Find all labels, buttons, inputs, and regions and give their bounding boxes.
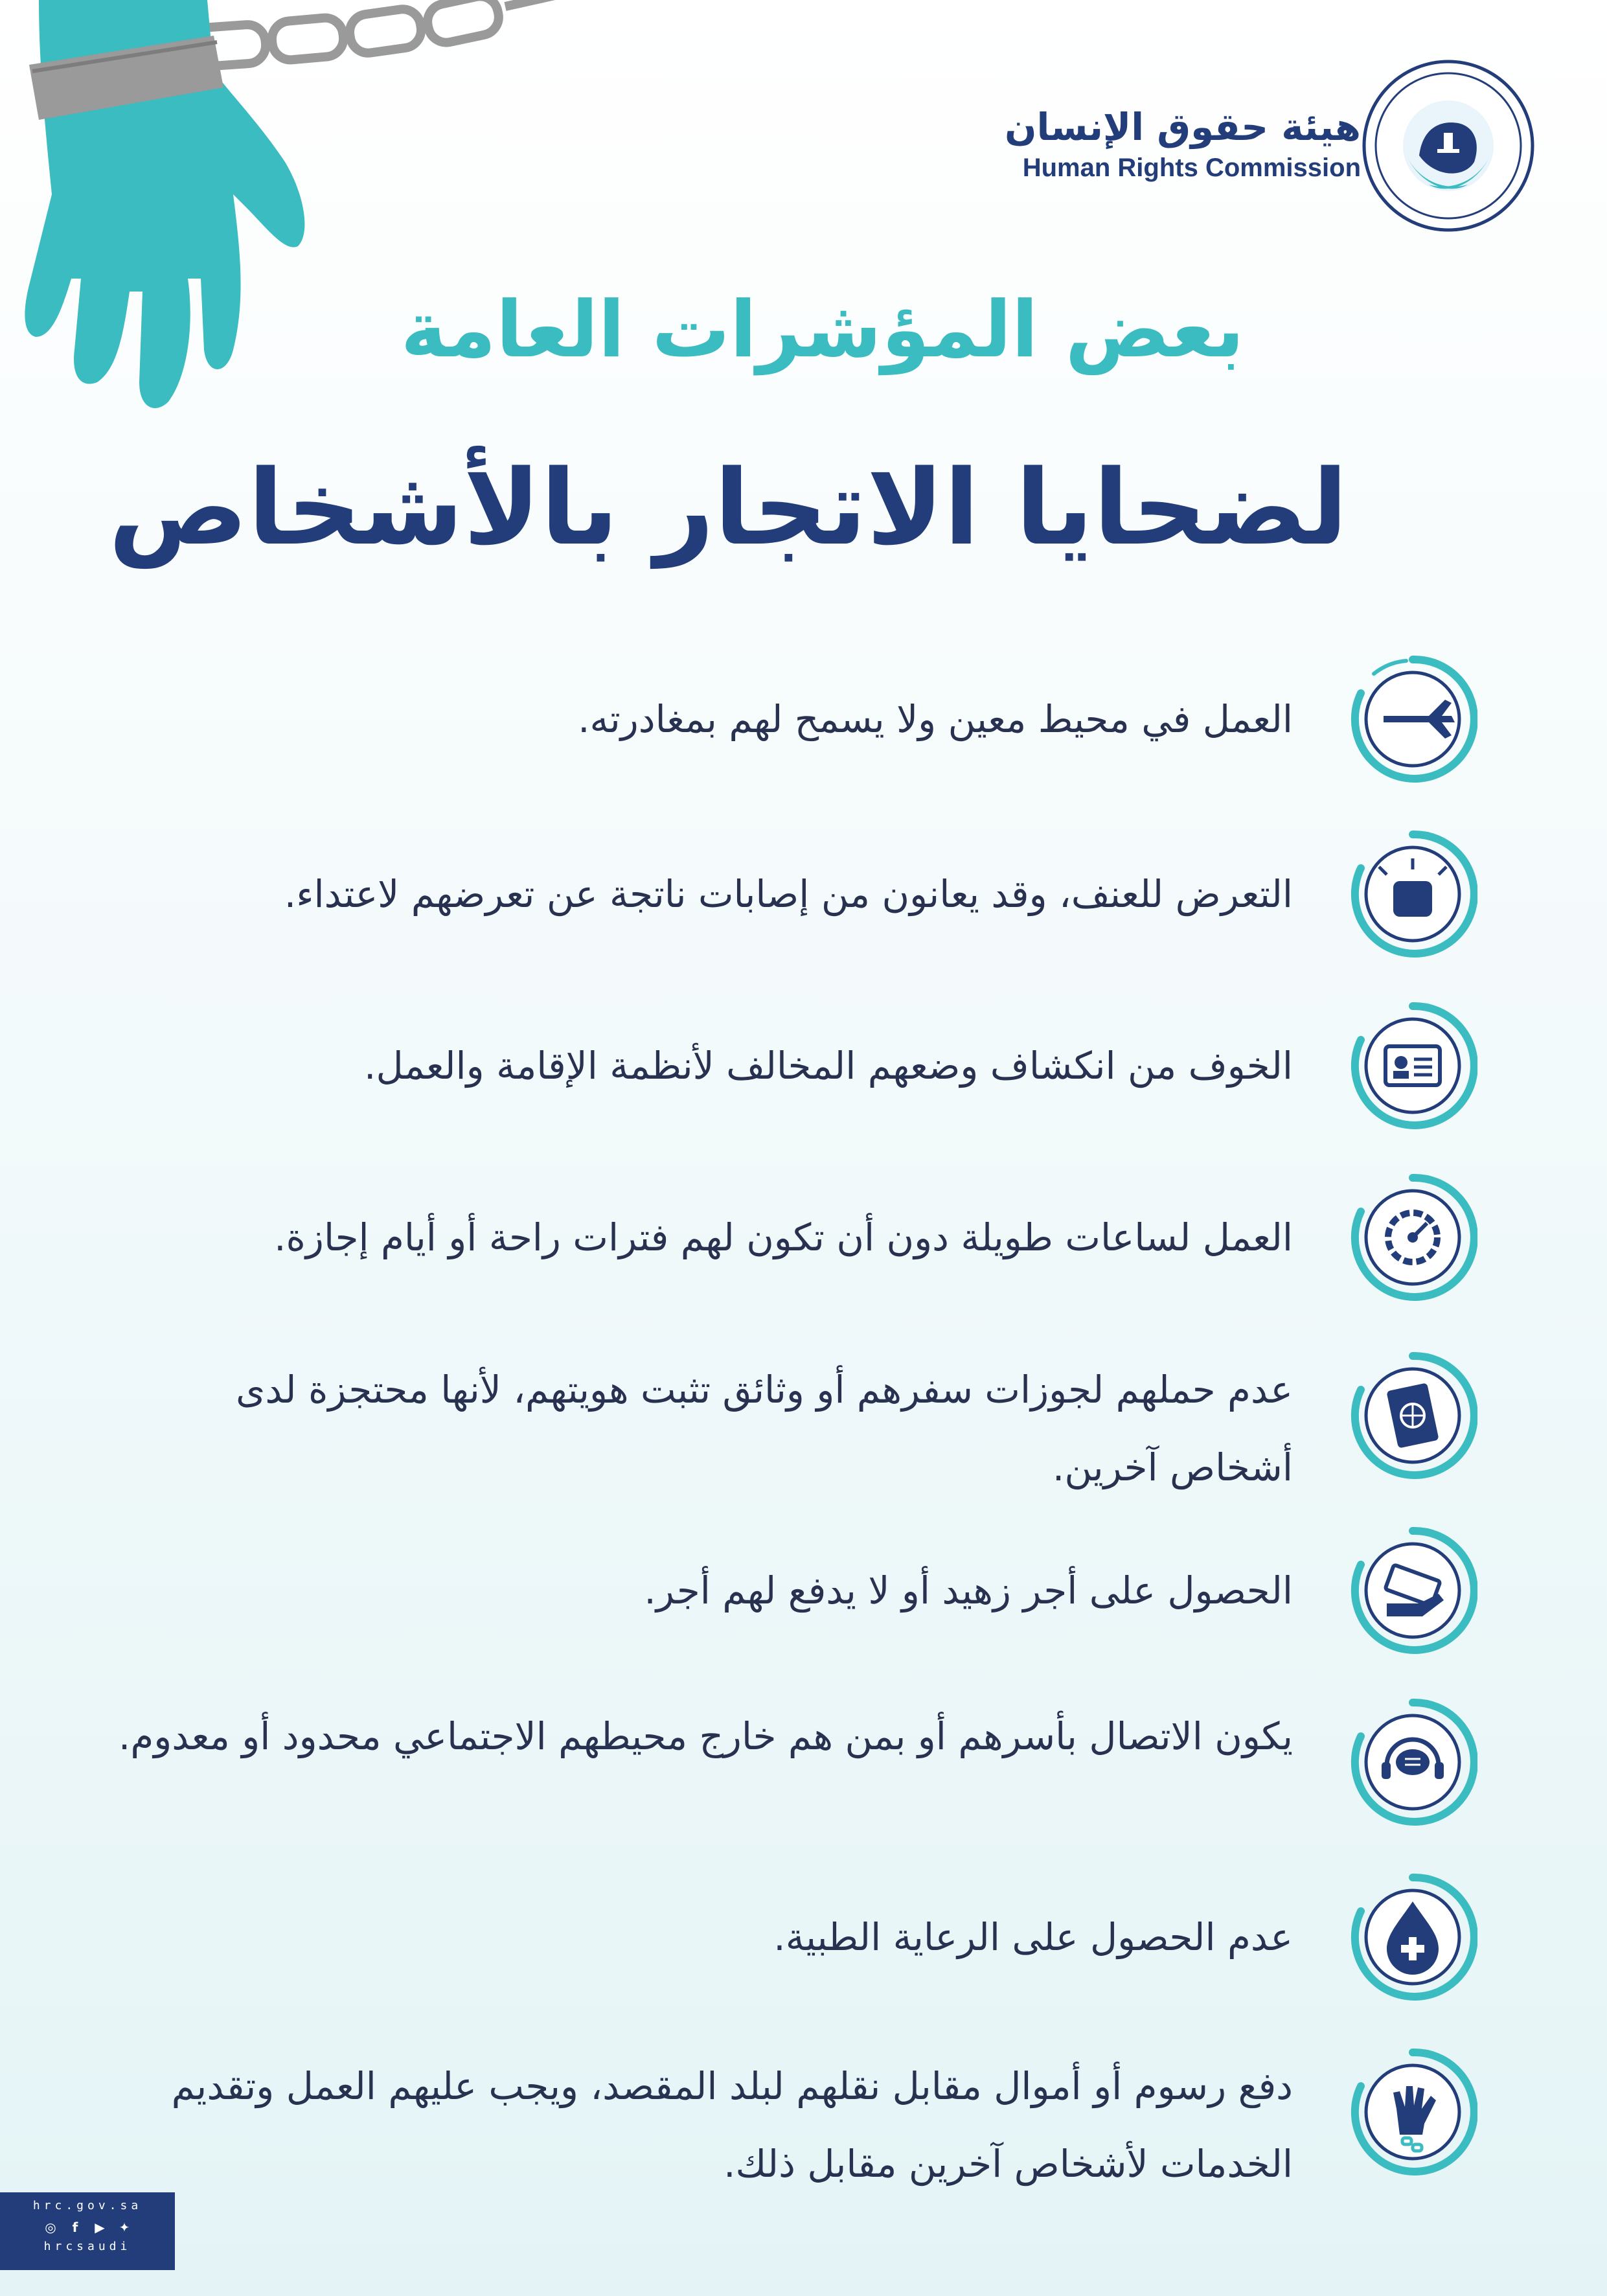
chained-hand-icon (1348, 2047, 1477, 2177)
org-name-english: Human Rights Commission (1022, 153, 1361, 182)
twitter-icon[interactable]: ✦ (119, 2220, 130, 2235)
website-link[interactable]: hrc.gov.sa (32, 2199, 142, 2212)
medical-drop-icon (1348, 1872, 1477, 2002)
org-name-arabic: هيئة حقوق الإنسان (1004, 105, 1361, 149)
passport-icon (1348, 1351, 1477, 1480)
fist-violence-icon (1348, 829, 1477, 959)
title-line-2: لضحايا الاتجار بالأشخاص (108, 447, 1348, 568)
item-text: دفع رسوم أو أموال مقابل نقلهم لبلد المقصد، ويجب عليهم العمل وتقديم الخدمات لأشخاص آخرين مقابل ذلك. (171, 2064, 1293, 2186)
hand-money-icon (1348, 1526, 1477, 1655)
item-text: التعرض للعنف، وقد يعانون من إصابات ناتجة عن تعرضهم لاعتداء. (284, 872, 1293, 916)
gear-clock-icon (1348, 1173, 1477, 1302)
youtube-icon[interactable]: ▶ (95, 2220, 105, 2235)
item-text: عدم الحصول على الرعاية الطبية. (773, 1915, 1293, 1959)
id-card-icon (1348, 1001, 1477, 1131)
facebook-icon[interactable]: f (72, 2220, 78, 2235)
item-text: الحصول على أجر زهيد أو لا يدفع لهم أجر. (644, 1568, 1293, 1613)
item-text: العمل لساعات طويلة دون أن تكون لهم فترات راحة أو أيام إجازة. (274, 1215, 1293, 1259)
instagram-icon[interactable]: ◎ (45, 2220, 56, 2235)
chat-headset-icon (1348, 1697, 1477, 1827)
item-text: الخوف من انكشاف وضعهم المخالف لأنظمة الإقامة والعمل. (364, 1044, 1293, 1088)
title-line-1: بعض المؤشرات العامة (400, 285, 1244, 375)
airplane-icon (1348, 654, 1477, 784)
hrc-seal-logo (1361, 58, 1536, 233)
social-handle: hrcsaudi (43, 2240, 131, 2253)
social-footer (0, 2192, 175, 2270)
item-text: عدم حملهم لجوزات سفرهم أو وثائق تثبت هويتهم، لأنها محتجزة لدى أشخاص آخرين. (236, 1368, 1293, 1489)
item-text: العمل في محيط معين ولا يسمح لهم بمغادرته. (578, 697, 1293, 741)
item-text: يكون الاتصال بأسرهم أو بمن هم خارج محيطهم الاجتماعي محدود أو معدوم. (118, 1714, 1293, 1758)
